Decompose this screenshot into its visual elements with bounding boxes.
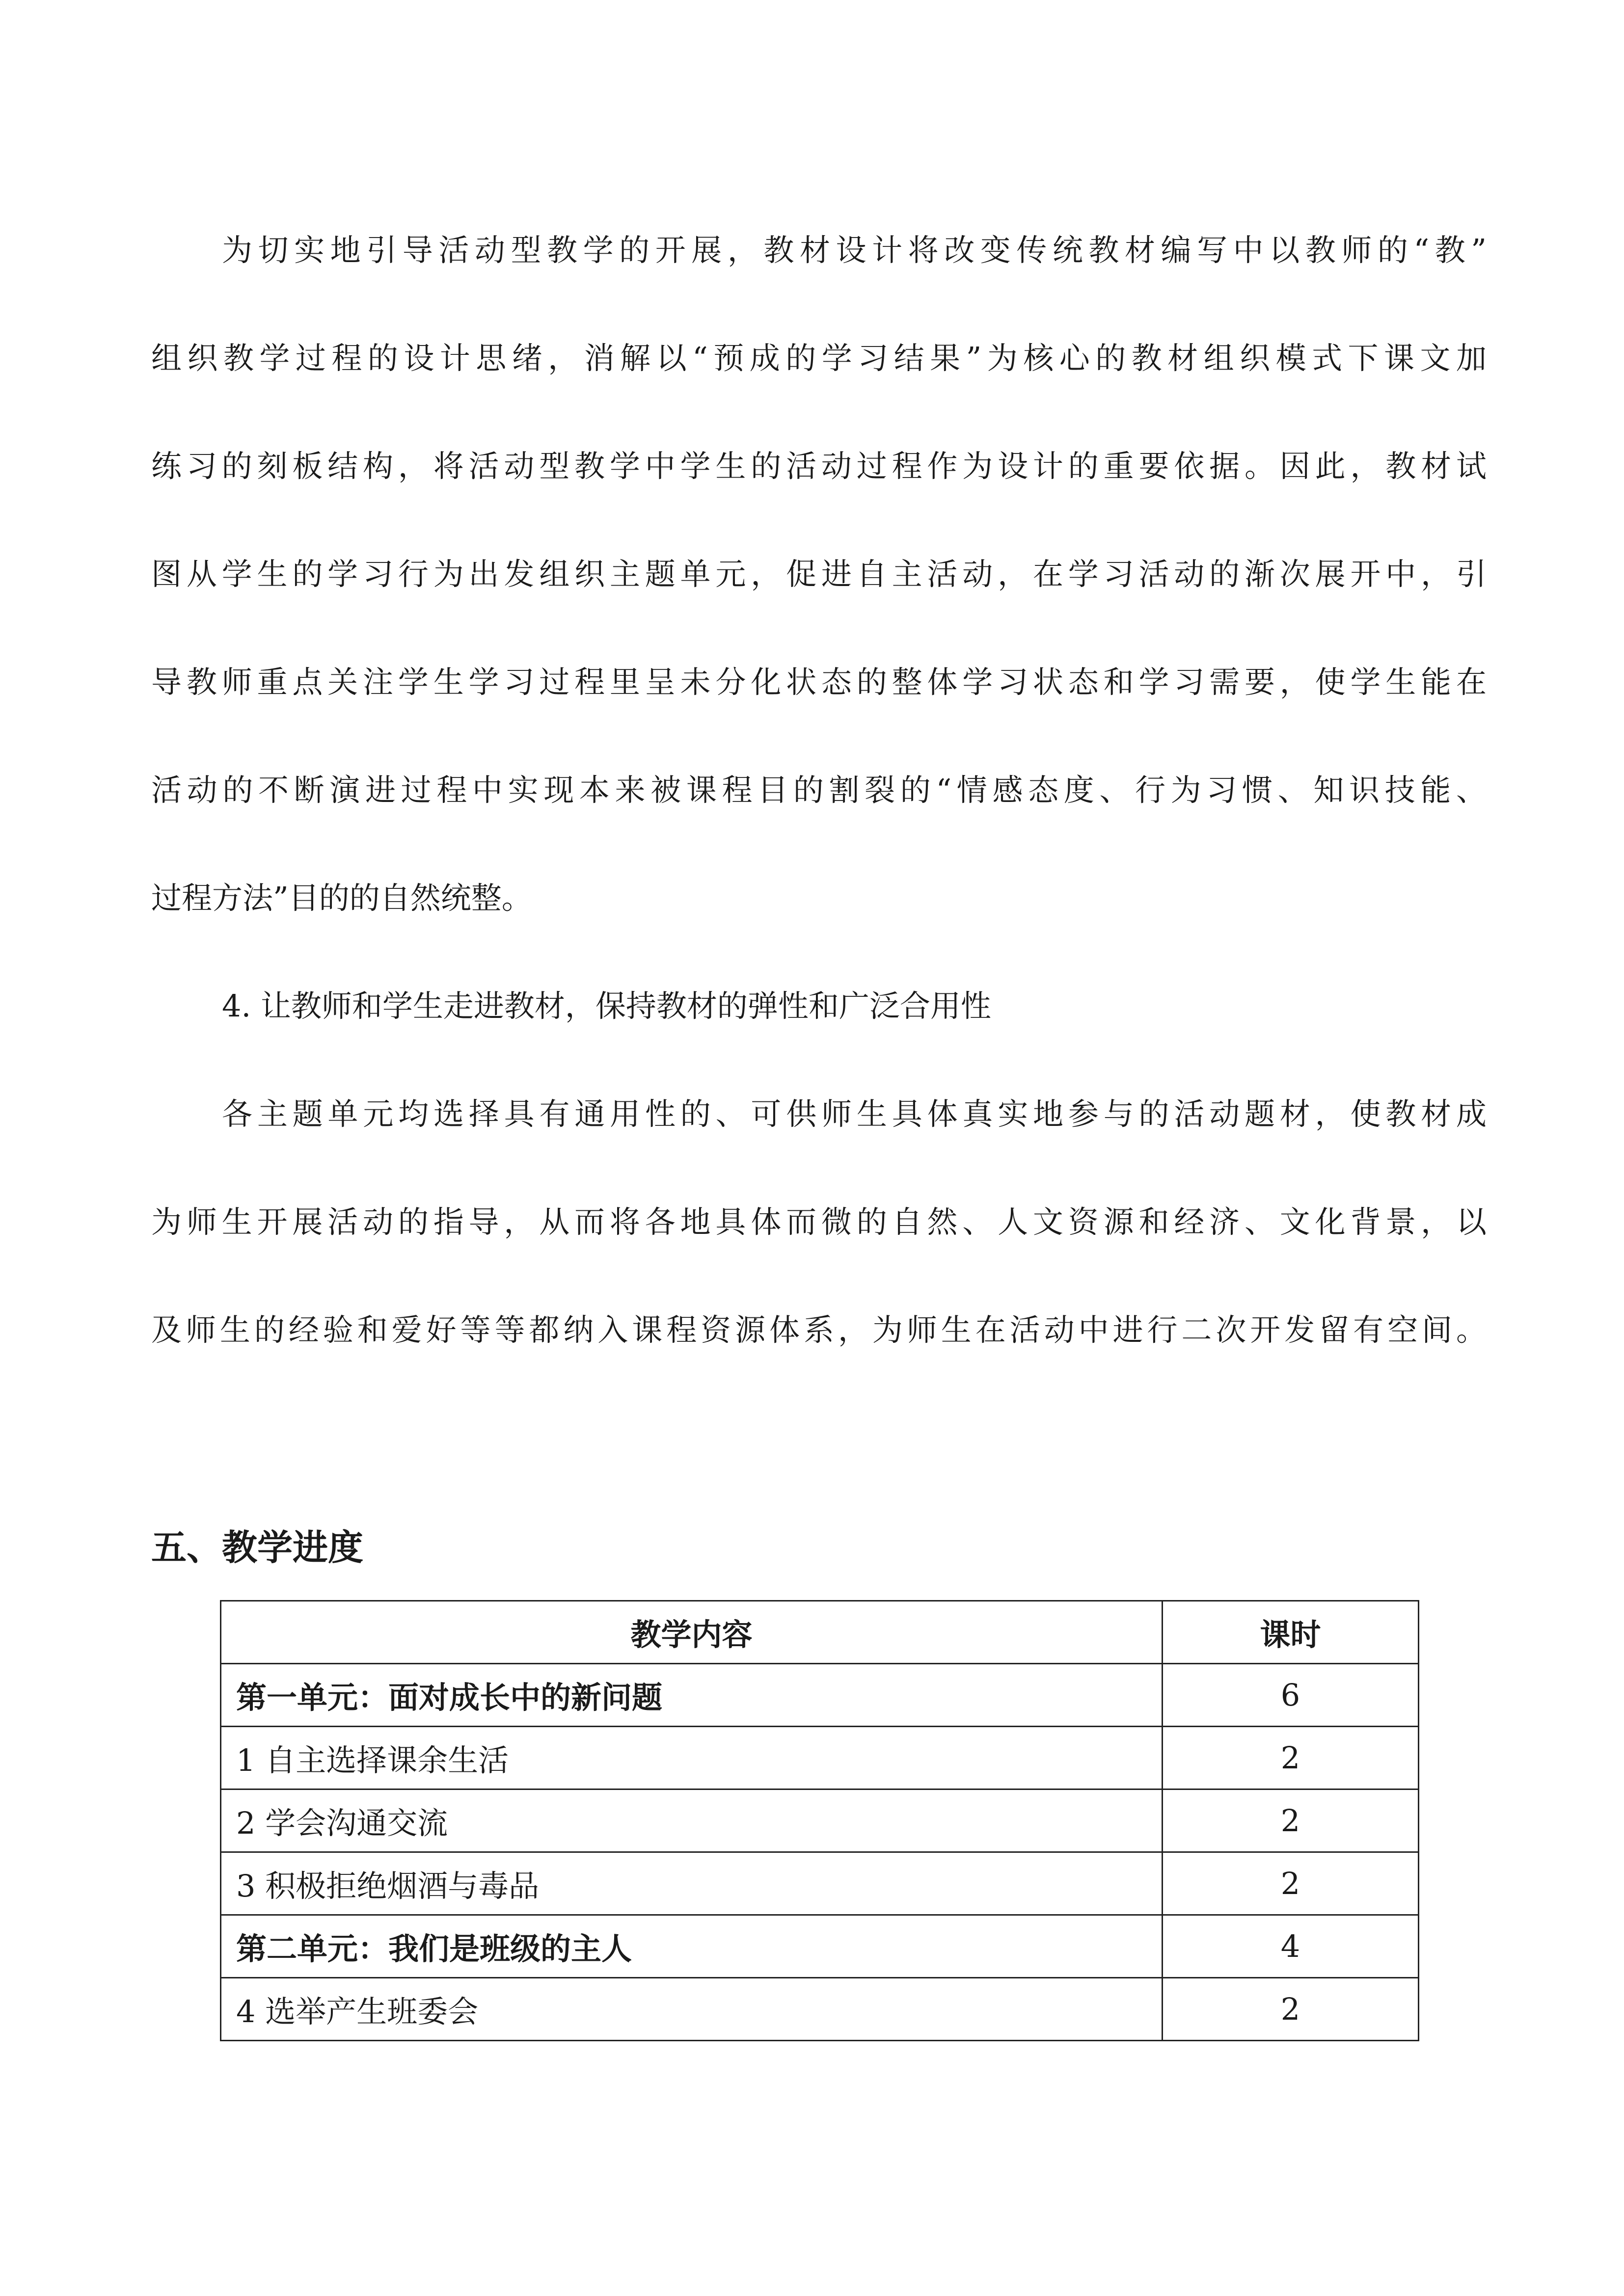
- lesson-4-title: 4 选举产生班委会: [221, 1978, 1163, 2041]
- table-header-row: [221, 1601, 1419, 1664]
- unit-2-hours: 4: [1163, 1915, 1419, 1978]
- paragraph1-line-4: 图从学生的学习行为出发组织主题单元，促进自主活动，在学习活动的渐次展开中，引: [151, 556, 1487, 592]
- table-row: [221, 1915, 1419, 1978]
- lesson-2-title: 2 学会沟通交流: [221, 1789, 1163, 1852]
- header-content: 教学内容: [221, 1601, 1163, 1664]
- unit-1-hours: 6: [1163, 1664, 1419, 1727]
- section5-heading: 五、教学进度: [151, 1527, 364, 1568]
- table-row: [221, 1664, 1419, 1727]
- paragraph2-line-1: 各主题单元均选择具有通用性的、可供师生具体真实地参与的活动题材，使教材成: [222, 1096, 1487, 1132]
- lesson-2-hours: 2: [1163, 1789, 1419, 1852]
- unit-1-title: 第一单元：面对成长中的新问题: [221, 1664, 1163, 1727]
- table-row: [221, 1978, 1419, 2041]
- paragraph1-line-1: 为切实地引导活动型教学的开展，教材设计将改变传统教材编写中以教师的“教”: [222, 232, 1487, 268]
- header-hours: 课时: [1163, 1601, 1419, 1664]
- lesson-1-title: 1 自主选择课余生活: [221, 1727, 1163, 1789]
- paragraph1-line-6: 活动的不断演进过程中实现本来被课程目的割裂的“情感态度、行为习惯、知识技能、: [151, 772, 1487, 808]
- table-row: [221, 1727, 1419, 1789]
- paragraph2-line-2: 为师生开展活动的指导，从而将各地具体而微的自然、人文资源和经济、文化背景，以: [151, 1204, 1487, 1240]
- paragraph1-line-3: 练习的刻板结构，将活动型教学中学生的活动过程作为设计的重要依据。因此，教材试: [151, 448, 1487, 484]
- lesson-3-title: 3 积极拒绝烟酒与毒品: [221, 1852, 1163, 1915]
- table-row: [221, 1789, 1419, 1852]
- paragraph2-line-3: 及师生的经验和爱好等等都纳入课程资源体系，为师生在活动中进行二次开发留有空间。: [151, 1312, 1487, 1348]
- paragraph1-line-7: 过程方法”目的的自然统整。: [151, 880, 532, 916]
- schedule-table: [220, 1600, 1419, 2041]
- lesson-3-hours: 2: [1163, 1852, 1419, 1915]
- paragraph1-line-2: 组织教学过程的设计思绪，消解以“预成的学习结果”为核心的教材组织模式下课文加: [151, 340, 1487, 376]
- point4-title: 4. 让教师和学生走进教材，保持教材的弹性和广泛合用性: [222, 988, 991, 1024]
- table-row: [221, 1852, 1419, 1915]
- paragraph1-line-5: 导教师重点关注学生学习过程里呈未分化状态的整体学习状态和学习需要，使学生能在: [151, 664, 1487, 700]
- lesson-1-hours: 2: [1163, 1727, 1419, 1789]
- lesson-4-hours: 2: [1163, 1978, 1419, 2041]
- unit-2-title: 第二单元：我们是班级的主人: [221, 1915, 1163, 1978]
